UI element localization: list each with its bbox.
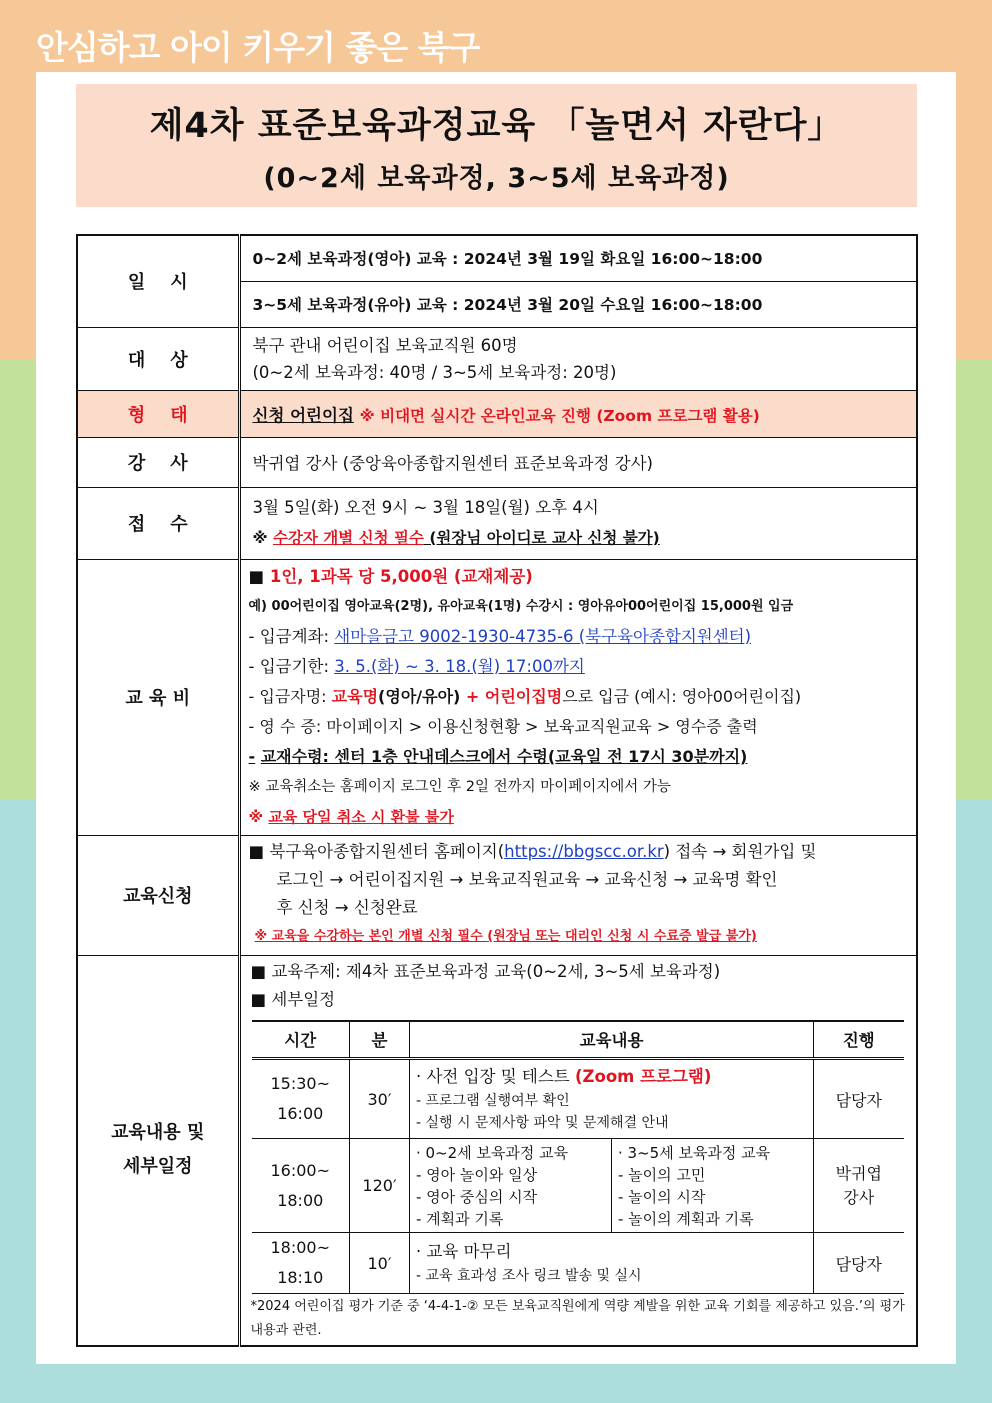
apply-line-1-b: ) 접속 → 회원가입 및 bbox=[663, 842, 817, 861]
row-3-time-end: 18:10 bbox=[277, 1268, 324, 1287]
fee-receipt: - 영 수 증: 마이페이지 > 이용신청현황 > 보육교직원교육 > 영수증 출력 bbox=[248, 717, 758, 736]
detail-row-1-content bbox=[410, 1059, 814, 1139]
detail-header-row bbox=[252, 1021, 904, 1059]
format-target: 신청 어린이집 bbox=[252, 405, 354, 425]
content-footnote: *2024 어린이집 평가 기준 중 ‘4-4-1-② 모든 보육교직원에게 역량 계발을 위한 교육 기회를 제공하고 있음.’의 평가내용과 관련. bbox=[250, 1299, 905, 1338]
target-label: 대 상 bbox=[77, 327, 239, 390]
row-1-main-text: · 사전 입장 및 테스트 bbox=[416, 1067, 575, 1086]
detail-row-2-infant bbox=[410, 1139, 612, 1233]
detail-row-1-time bbox=[252, 1059, 350, 1139]
fee-depositor-label: - 입금자명: bbox=[248, 687, 332, 706]
header-minutes: 분 bbox=[350, 1021, 410, 1059]
row-3-time-start: 18:00~ bbox=[270, 1238, 330, 1257]
schedule-label: 일 시 bbox=[77, 235, 239, 327]
title-box bbox=[76, 84, 917, 207]
fee-label: 교 육 비 bbox=[77, 559, 239, 835]
reception-period: 3월 5일(화) 오전 9시 ~ 3월 18일(월) 오후 4시 bbox=[252, 498, 599, 517]
fee-square-icon: ■ bbox=[248, 567, 270, 586]
content-label-line-2: 세부일정 bbox=[122, 1156, 193, 1178]
fee-account-label: - 입금계좌: bbox=[248, 627, 335, 646]
fee-refund-mark: ※ bbox=[248, 808, 269, 826]
apply-note: ※ 교육을 수강하는 본인 개별 신청 필수 (원장님 또는 대리인 신청 시 수료증 발급 불가) bbox=[254, 929, 757, 944]
apply-line-3: 후 신청 → 신청완료 bbox=[276, 898, 418, 917]
fee-depositor-rest: 으로 입금 (예시: 영아00어린이집) bbox=[562, 687, 802, 706]
fee-textbook-text: 교재수령: 센터 1층 안내데스크에서 수령(교육일 전 17시 30분까지) bbox=[260, 747, 748, 766]
target-line-1: 북구 관내 어린이집 보육교직원 60명 bbox=[252, 335, 518, 355]
reception-row bbox=[77, 487, 917, 559]
apply-row bbox=[77, 835, 917, 955]
reception-note bbox=[253, 523, 905, 553]
format-row bbox=[77, 390, 917, 437]
fee-refund bbox=[249, 802, 909, 832]
header-time: 시간 bbox=[252, 1021, 350, 1059]
row-2-infant-2: - 영아 중심의 시작 bbox=[416, 1187, 538, 1206]
page-subtitle: (0~2세 보육과정, 3~5세 보육과정) bbox=[263, 163, 730, 194]
apply-line-1 bbox=[249, 838, 909, 866]
row-1-sub-1: - 프로그램 실행여부 확인 bbox=[416, 1093, 570, 1109]
fee-textbook bbox=[249, 742, 909, 772]
detail-row-2-minutes: 120′ bbox=[350, 1139, 410, 1233]
row-2-infant-title: · 0~2세 보육과정 교육 bbox=[416, 1143, 569, 1162]
row-3-main: · 교육 마무리 bbox=[416, 1242, 512, 1261]
row-1-main-zoom: (Zoom 프로그램) bbox=[574, 1067, 712, 1086]
detail-row-1-lead: 담당자 bbox=[814, 1059, 904, 1139]
row-1-sub-2: - 실행 시 문제사항 파악 및 문제해결 안내 bbox=[416, 1115, 669, 1131]
row-2-infant-1: - 영아 놀이와 일상 bbox=[416, 1165, 538, 1184]
instructor-label: 강 사 bbox=[77, 437, 239, 487]
detail-row-2 bbox=[252, 1139, 904, 1233]
fee-deadline-label: - 입금기한: bbox=[248, 657, 335, 676]
format-method: ※ 비대면 실시간 온라인교육 진행 (Zoom 프로그램 활용) bbox=[359, 406, 760, 425]
fee-cell bbox=[239, 559, 917, 835]
instructor-row bbox=[77, 437, 917, 487]
row-2-toddler-1: - 놀이의 고민 bbox=[618, 1165, 706, 1184]
fee-depositor-type: (영아/유아) bbox=[378, 687, 466, 706]
content-label-line-1: 교육내용 및 bbox=[111, 1122, 205, 1144]
detail-row-3-lead: 담당자 bbox=[814, 1233, 904, 1294]
reception-note-rest: (원장님 아이디로 교사 신청 불가) bbox=[423, 529, 660, 547]
schedule-row-1 bbox=[77, 235, 917, 281]
row-2-toddler-title: · 3~5세 보육과정 교육 bbox=[618, 1143, 771, 1162]
row-2-infant-3: - 계획과 기록 bbox=[416, 1209, 504, 1228]
apply-homepage-link[interactable]: https://bbgscc.or.kr bbox=[504, 842, 664, 861]
row-2-lead-title: 강사 bbox=[843, 1187, 875, 1207]
row-2-toddler-3: - 놀이의 계획과 기록 bbox=[618, 1209, 754, 1228]
content-topic: ■ 교육주제: 제4차 표준보육과정 교육(0~2세, 3~5세 보육과정) bbox=[250, 961, 721, 981]
row-2-toddler-2: - 놀이의 시작 bbox=[618, 1187, 706, 1206]
reception-cell bbox=[239, 487, 917, 559]
detail-row-3-minutes: 10′ bbox=[350, 1233, 410, 1294]
fee-account-link[interactable]: 새마을금고 9002-1930-4735-6 (북구육아종합지원센터) bbox=[334, 627, 752, 646]
reception-label: 접 수 bbox=[77, 487, 239, 559]
detail-schedule-table bbox=[252, 1020, 904, 1295]
detail-row-1 bbox=[252, 1059, 904, 1139]
page-title: 제4차 표준보육과정교육 「놀면서 자란다」 bbox=[149, 106, 844, 146]
detail-row-1-minutes: 30′ bbox=[350, 1059, 410, 1139]
row-2-time-end: 18:00 bbox=[277, 1190, 324, 1210]
content-label bbox=[77, 955, 239, 1346]
fee-deadline-value: 3. 5.(화) ~ 3. 18.(월) 17:00까지 bbox=[334, 657, 585, 676]
row-1-time-end: 16:00 bbox=[277, 1104, 324, 1123]
target-line-2: (0~2세 보육과정: 40명 / 3~5세 보육과정: 20명) bbox=[252, 362, 617, 382]
apply-line-1-a: ■ 북구육아종합지원센터 홈페이지( bbox=[248, 842, 505, 861]
detail-row-3 bbox=[252, 1233, 904, 1294]
content-detail-heading: ■ 세부일정 bbox=[250, 989, 336, 1009]
detail-row-3-content bbox=[410, 1233, 814, 1294]
content-row bbox=[77, 955, 917, 1346]
detail-row-2-toddler bbox=[612, 1139, 814, 1233]
fee-row bbox=[77, 559, 917, 835]
fee-depositor-center: + 어린이집명 bbox=[465, 687, 563, 706]
content-cell bbox=[239, 955, 917, 1346]
apply-line-2: 로그인 → 어린이집지원 → 보육교직원교육 → 교육신청 → 교육명 확인 bbox=[276, 870, 778, 889]
fee-example: 예) 00어린이집 영아교육(2명), 유아교육(1명) 수강시 : 영아유아00어린이집 15,000원 입금 bbox=[248, 599, 794, 614]
row-1-time-start: 15:30~ bbox=[270, 1074, 330, 1093]
brand-slogan: 안심하고 아이 키우기 좋은 북구 bbox=[36, 28, 480, 67]
fee-textbook-dash: - bbox=[248, 747, 256, 766]
row-1-main bbox=[416, 1064, 807, 1090]
target-row bbox=[77, 327, 917, 390]
instructor-text: 박귀엽 강사 (중앙육아종합지원센터 표준보육과정 강사) bbox=[239, 437, 917, 487]
fee-headline bbox=[249, 562, 909, 592]
fee-account bbox=[249, 622, 909, 652]
header-content: 교육내용 bbox=[410, 1021, 814, 1059]
header-lead: 진행 bbox=[814, 1021, 904, 1059]
detail-row-3-time bbox=[252, 1233, 350, 1294]
apply-label: 교육신청 bbox=[77, 835, 239, 955]
reception-note-mark: ※ bbox=[252, 529, 273, 547]
target-cell bbox=[239, 327, 917, 390]
row-3-sub-1: - 교육 효과성 조사 링크 발송 및 실시 bbox=[416, 1268, 642, 1284]
apply-cell bbox=[239, 835, 917, 955]
fee-depositor bbox=[249, 682, 909, 712]
fee-headline-text: 1인, 1과목 당 5,000원 (교재제공) bbox=[269, 567, 533, 586]
schedule-toddler: 3~5세 보육과정(유아) 교육 : 2024년 3월 20일 수요일 16:00~18:00 bbox=[239, 281, 917, 327]
detail-row-2-lead bbox=[814, 1139, 904, 1233]
fee-depositor-course: 교육명 bbox=[331, 687, 379, 706]
fee-cancel: ※ 교육취소는 홈페이지 로그인 후 2일 전까지 마이페이지에서 가능 bbox=[248, 779, 671, 795]
row-2-time-start: 16:00~ bbox=[270, 1160, 330, 1180]
fee-deadline bbox=[249, 652, 909, 682]
info-table bbox=[76, 234, 918, 1347]
row-2-lead-name: 박귀엽 bbox=[835, 1163, 882, 1183]
reception-note-required: 수강자 개별 신청 필수 bbox=[272, 529, 424, 547]
format-label: 형 태 bbox=[77, 390, 239, 437]
document-paper bbox=[36, 72, 956, 1364]
detail-row-2-time bbox=[252, 1139, 350, 1233]
fee-refund-text: 교육 당일 취소 시 환불 불가 bbox=[268, 808, 454, 826]
schedule-infant: 0~2세 보육과정(영아) 교육 : 2024년 3월 19일 화요일 16:00~18:00 bbox=[239, 235, 917, 281]
format-cell bbox=[239, 390, 917, 437]
